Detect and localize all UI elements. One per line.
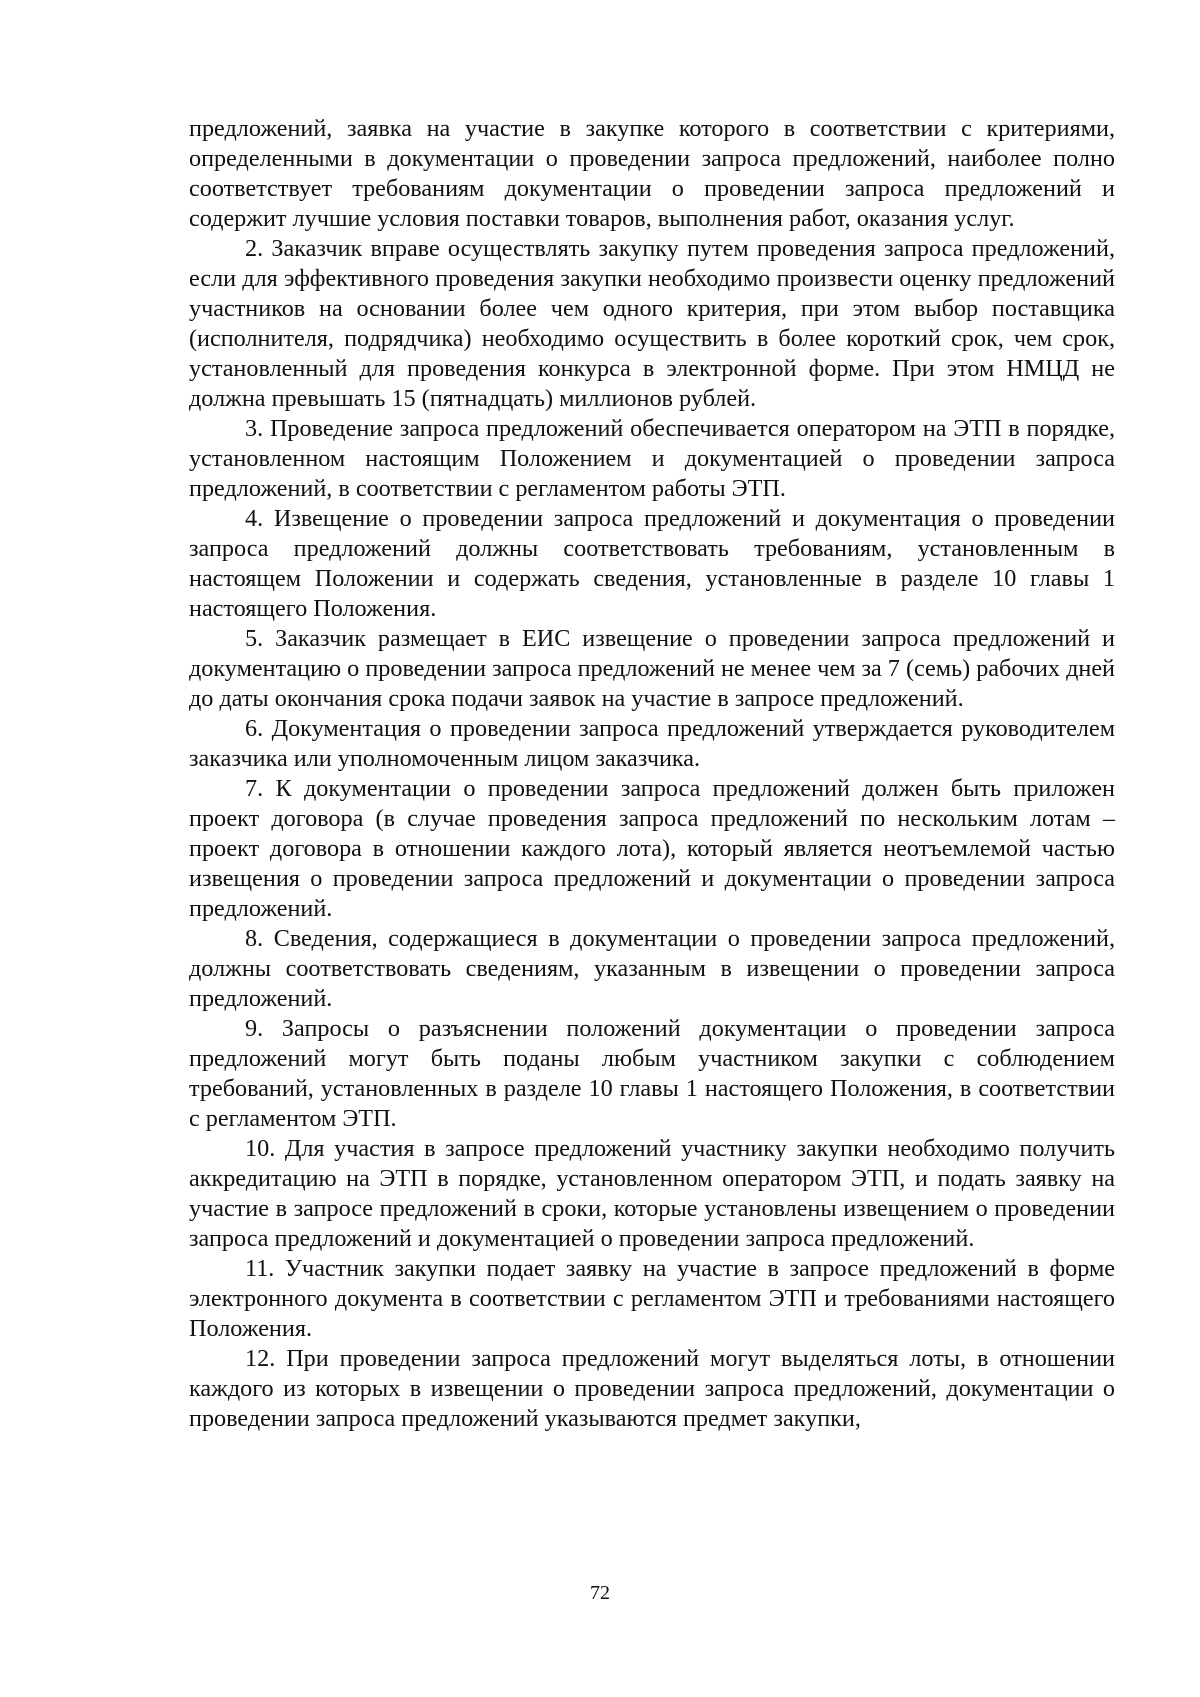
document-body [189, 114, 1115, 1434]
clause-4: 4. Извещение о проведении запроса предложений и документация о проведении запроса предложений должны соответствовать требованиям, установленным в настоящем Положении и содержать сведения, установленные в разделе 10 главы 1 настоящего Положения. [189, 505, 1115, 622]
clause-8: 8. Сведения, содержащиеся в документации о проведении запроса предложений, должны соответствовать сведениям, указанным в извещении о проведении запроса предложений. [189, 925, 1115, 1012]
clause-3: 3. Проведение запроса предложений обеспечивается оператором на ЭТП в порядке, установленном настоящим Положением и документацией о проведении запроса предложений, в соответствии с регламентом работы ЭТП. [189, 415, 1115, 502]
clause-12: 12. При проведении запроса предложений могут выделяться лоты, в отношении каждого из которых в извещении о проведении запроса предложений, документации о проведении запроса предложений указываются предмет закупки, [189, 1345, 1115, 1432]
clause-2: 2. Заказчик вправе осуществлять закупку путем проведения запроса предложений, если для эффективного проведения закупки необходимо произвести оценку предложений участников на основании более чем одного критерия, при этом выбор поставщика (исполнителя, подрядчика) необходимо осуществить в более короткий срок, чем срок, установленный для проведения конкурса в электронной форме. При этом НМЦД не должна превышать 15 (пятнадцать) миллионов рублей. [189, 235, 1115, 412]
page-number: 72 [590, 1582, 610, 1604]
clause-11: 11. Участник закупки подает заявку на участие в запросе предложений в форме электронного документа в соответствии с регламентом ЭТП и требованиями настоящего Положения. [189, 1255, 1115, 1342]
clause-6: 6. Документация о проведении запроса предложений утверждается руководителем заказчика или уполномоченным лицом заказчика. [189, 715, 1115, 772]
clause-10: 10. Для участия в запросе предложений участнику закупки необходимо получить аккредитацию на ЭТП в порядке, установленном оператором ЭТП, и подать заявку на участие в запросе предложений в сроки, которые установлены извещением о проведении запроса предложений и документацией о проведении запроса предложений. [189, 1135, 1115, 1252]
lead-paragraph: предложений, заявка на участие в закупке которого в соответствии с критериями, определенными в документации о проведении запроса предложений, наиболее полно соответствует требованиям документации о проведении запроса предложений и содержит лучшие условия поставки товаров, выполнения работ, оказания услуг. [189, 115, 1115, 232]
clause-7: 7. К документации о проведении запроса предложений должен быть приложен проект договора (в случае проведения запроса предложений по нескольким лотам – проект договора в отношении каждого лота), который является неотъемлемой частью извещения о проведении запроса предложений и документации о проведении запроса предложений. [189, 775, 1115, 922]
clause-5: 5. Заказчик размещает в ЕИС извещение о проведении запроса предложений и документацию о проведении запроса предложений не менее чем за 7 (семь) рабочих дней до даты окончания срока подачи заявок на участие в запросе предложений. [189, 625, 1115, 712]
clause-9: 9. Запросы о разъяснении положений документации о проведении запроса предложений могут быть поданы любым участником закупки с соблюдением требований, установленных в разделе 10 главы 1 настоящего Положения, в соответствии с регламентом ЭТП. [189, 1015, 1115, 1132]
